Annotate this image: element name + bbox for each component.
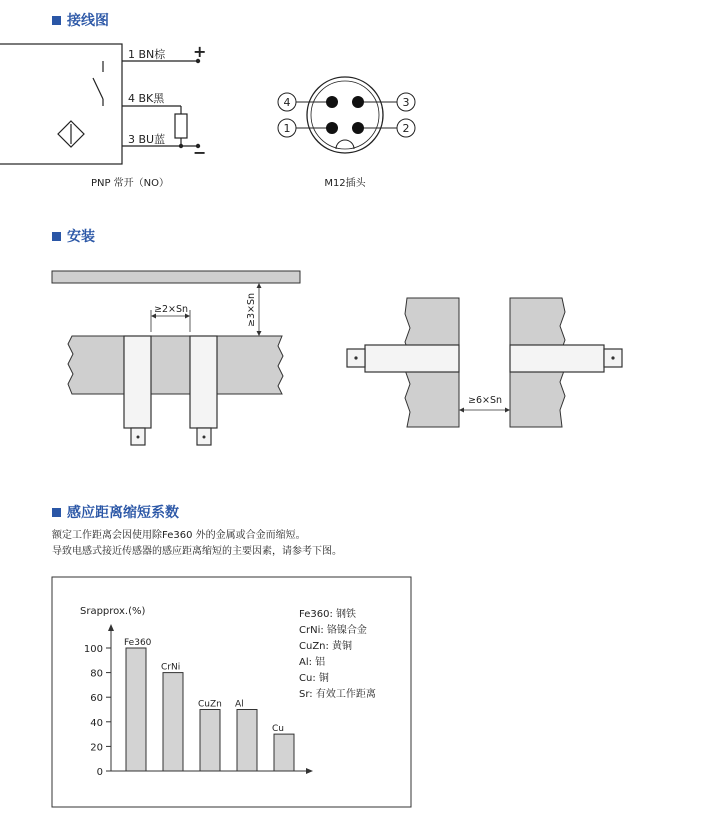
sensor-facing-left — [365, 345, 459, 372]
m12-pin-3 — [352, 96, 364, 108]
legend-entry: CrNi: 铬镍合金 — [299, 625, 367, 636]
bar-cu — [274, 734, 294, 771]
junction-dot — [179, 144, 183, 148]
switch-contact — [93, 78, 103, 99]
m12-caption: M12插头 — [324, 178, 366, 189]
m12-inner-ring — [311, 81, 379, 149]
pin-number: 4 — [283, 96, 291, 109]
load-resistor — [175, 114, 187, 138]
pin-number: 2 — [402, 122, 410, 135]
wiring-diagram — [0, 44, 198, 164]
pin-number: 3 — [402, 96, 410, 109]
legend-entry: Sr: 有效工作距离 — [299, 689, 376, 700]
wire-label-bu: 3 BU蓝 — [128, 133, 166, 146]
m12-pin-1 — [326, 122, 338, 134]
plug-dot — [354, 356, 357, 359]
bar-cuzn — [200, 710, 220, 772]
y-tick-label: 40 — [90, 717, 103, 729]
plus-sign: + — [193, 42, 207, 61]
plug-dot — [611, 356, 614, 359]
legend-entry: Fe360: 钢铁 — [299, 609, 356, 620]
install-diagram-left — [52, 271, 300, 445]
chart-ylabel: Srapprox.(%) — [80, 606, 146, 617]
sensor-right-plug-dot — [203, 436, 206, 439]
m12-key — [336, 140, 354, 149]
wire-label-bn: 1 BN棕 — [128, 48, 166, 61]
dim-label-2sn: ≥2×Sn — [153, 304, 189, 315]
sensor-body — [0, 44, 122, 164]
m12-pin-4 — [326, 96, 338, 108]
pin-number: 1 — [283, 122, 291, 135]
bar-label: Fe360 — [124, 638, 152, 648]
dim-label-3sn: ≥3×Sn — [246, 292, 257, 328]
y-tick-label: 0 — [96, 767, 103, 778]
factor-line-1: 额定工作距离会因使用除Fe360 外的金属或合金而缩短。 — [52, 530, 306, 541]
y-tick-label: 80 — [90, 668, 103, 680]
sensor-left-plug-dot — [137, 436, 140, 439]
bar-label: CuZn — [198, 699, 222, 710]
sensor-right — [190, 336, 217, 428]
section-title-text: 安装 — [67, 229, 95, 245]
upper-plate — [52, 271, 300, 283]
y-tick-label: 20 — [90, 742, 103, 754]
bar-crni — [163, 673, 183, 771]
sensor-left — [124, 336, 151, 428]
legend-entry: Cu: 铜 — [299, 673, 329, 684]
bar-al — [237, 710, 257, 772]
sensor-facing-right — [510, 345, 604, 372]
section-title-text: 接线图 — [67, 13, 109, 29]
bar-fe360 — [126, 648, 146, 771]
legend-entry: CuZn: 黄铜 — [299, 641, 353, 652]
section-title-text: 感应距离缩短系数 — [67, 505, 179, 521]
m12-connector — [278, 77, 415, 153]
bar-label: Cu — [272, 724, 284, 735]
bar-label: CrNi — [161, 662, 181, 673]
install-diagram-right — [347, 298, 622, 427]
wire-label-bk: 4 BK黑 — [128, 92, 165, 105]
minus-sign: − — [193, 143, 207, 162]
mounting-plate — [68, 336, 283, 394]
y-tick-label: 60 — [90, 693, 103, 705]
m12-pin-2 — [352, 122, 364, 134]
legend-entry: Al: 铝 — [299, 657, 326, 668]
factor-line-2: 导致电感式接近传感器的感应距离缩短的主要因素，请参考下图。 — [52, 546, 342, 557]
pnp-caption: PNP 常开（NO） — [90, 178, 170, 189]
dim-label-6sn: ≥6×Sn — [467, 395, 503, 406]
y-tick-label: 100 — [83, 644, 103, 655]
m12-outer-ring — [307, 77, 383, 153]
bar-label: Al — [235, 699, 244, 710]
